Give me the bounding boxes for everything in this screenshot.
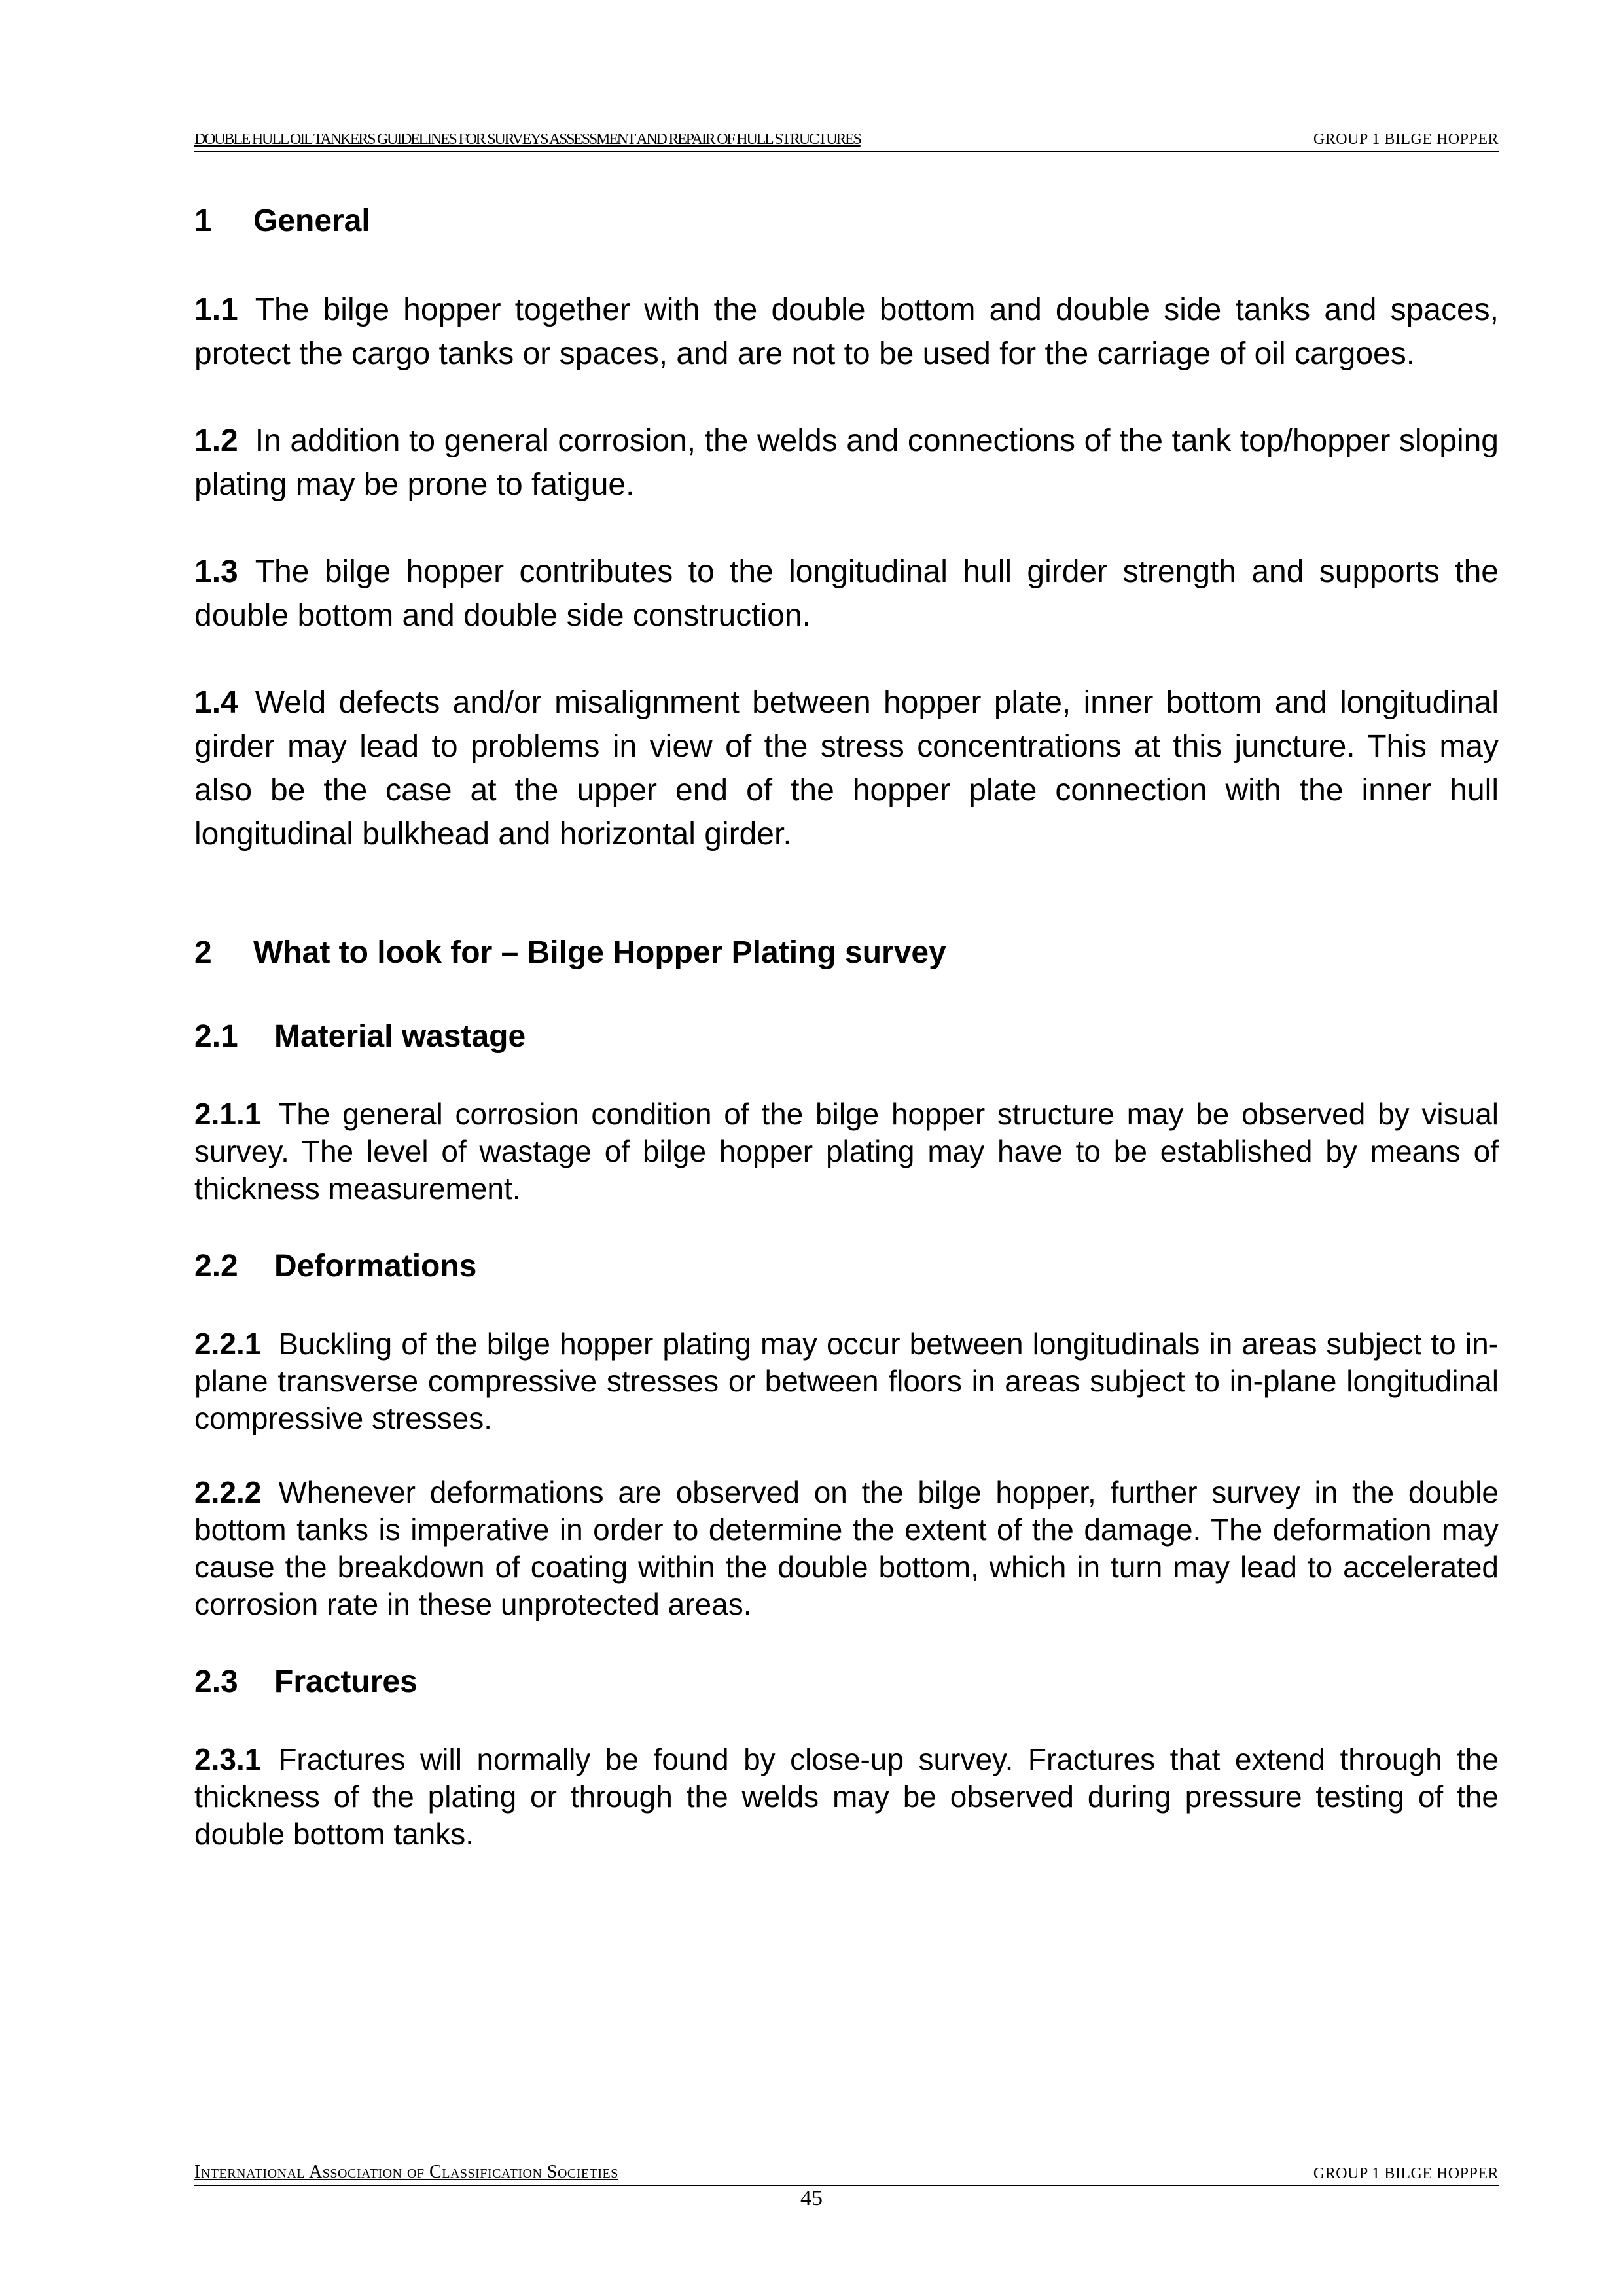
paragraph-number: 2.3.1 [194,1742,262,1776]
paragraph [194,550,1499,637]
subsection-heading [194,1018,1499,1055]
paragraph-text: In addition to general corrosion, the welds and connections of the tank top/hopper sloping plating may be prone to fatigue. [194,423,1499,502]
subsection-number: 2.2 [194,1249,238,1283]
page-number: 45 [800,2186,823,2210]
running-header [194,131,1499,152]
paragraph-text: Weld defects and/or misalignment between hopper plate, inner bottom and longitudinal girder may lead to problems in view of the stress concentrations at this juncture. This may also be the case at the upper end of the hopper plate connection with the inner hull longitudinal bulkhead and horizontal girder. [194,685,1499,852]
paragraph-text: Buckling of the bilge hopper plating may occur between longitudinals in areas subject to in-plane transverse compressive stresses or between floors in areas subject to in-plane longitudinal compressive stresses. [194,1327,1499,1435]
subsection-title: Material wastage [274,1019,526,1054]
paragraph-number: 2.1.1 [194,1097,262,1131]
paragraph-text: Whenever deformations are observed on the bilge hopper, further survey in the double bottom tanks is imperative in order to determine the extent of the damage. The deformation may cause the breakdown of coating within the double bottom, which in turn may lead to accelerated corrosion rate in these unprotected areas. [194,1475,1499,1621]
subsection-heading [194,1664,1499,1700]
section-number: 1 [194,204,212,238]
paragraph [194,1474,1499,1623]
section-heading [194,935,1499,971]
paragraph-number: 1.3 [194,554,238,589]
page-body [194,203,1499,1853]
paragraph-number: 2.2.2 [194,1475,262,1509]
header-group-title: GROUP 1 BILGE HOPPER [1313,131,1499,148]
section-heading [194,203,1499,240]
paragraph-number: 2.2.1 [194,1327,262,1361]
paragraph [194,1325,1499,1437]
paragraph [194,419,1499,507]
subsection-heading [194,1248,1499,1285]
subsection-title: Deformations [274,1249,477,1283]
header-document-title: DOUBLE HULL OIL TANKERS GUIDELINES FOR SURVEYS ASSESSMENT AND REPAIR OF HULL STRUCTURES [194,131,861,148]
paragraph-text: The general corrosion condition of the bilge hopper structure may be observed by visual survey. The level of wastage of bilge hopper plating may have to be established by means of thickness measurement. [194,1097,1499,1206]
section-number: 2 [194,935,212,970]
paragraph-text: Fractures will normally be found by close-up survey. Fractures that extend through the thickness of the plating or through the welds may be observed during pressure testing of the double bottom tanks. [194,1742,1499,1851]
section-title: What to look for – Bilge Hopper Plating survey [253,935,946,970]
paragraph-number: 1.1 [194,293,238,327]
paragraph-number: 1.2 [194,423,238,458]
subsection-number: 2.3 [194,1664,238,1699]
paragraph-text: The bilge hopper contributes to the longitudinal hull girder strength and supports the double bottom and double side construction. [194,554,1499,633]
subsection-number: 2.1 [194,1019,238,1054]
paragraph-number: 1.4 [194,685,238,720]
running-footer [194,2162,1499,2186]
paragraph [194,1096,1499,1208]
footer-group-title: GROUP 1 BILGE HOPPER [1313,2165,1499,2182]
paragraph [194,1741,1499,1853]
paragraph [194,288,1499,376]
section-title: General [253,204,370,238]
footer-organization: International Association of Classification Societies [194,2162,618,2182]
paragraph-text: The bilge hopper together with the double bottom and double side tanks and spaces, protect the cargo tanks or spaces, and are not to be used for the carriage of oil cargoes. [194,293,1499,371]
paragraph [194,681,1499,856]
subsection-title: Fractures [274,1664,418,1699]
